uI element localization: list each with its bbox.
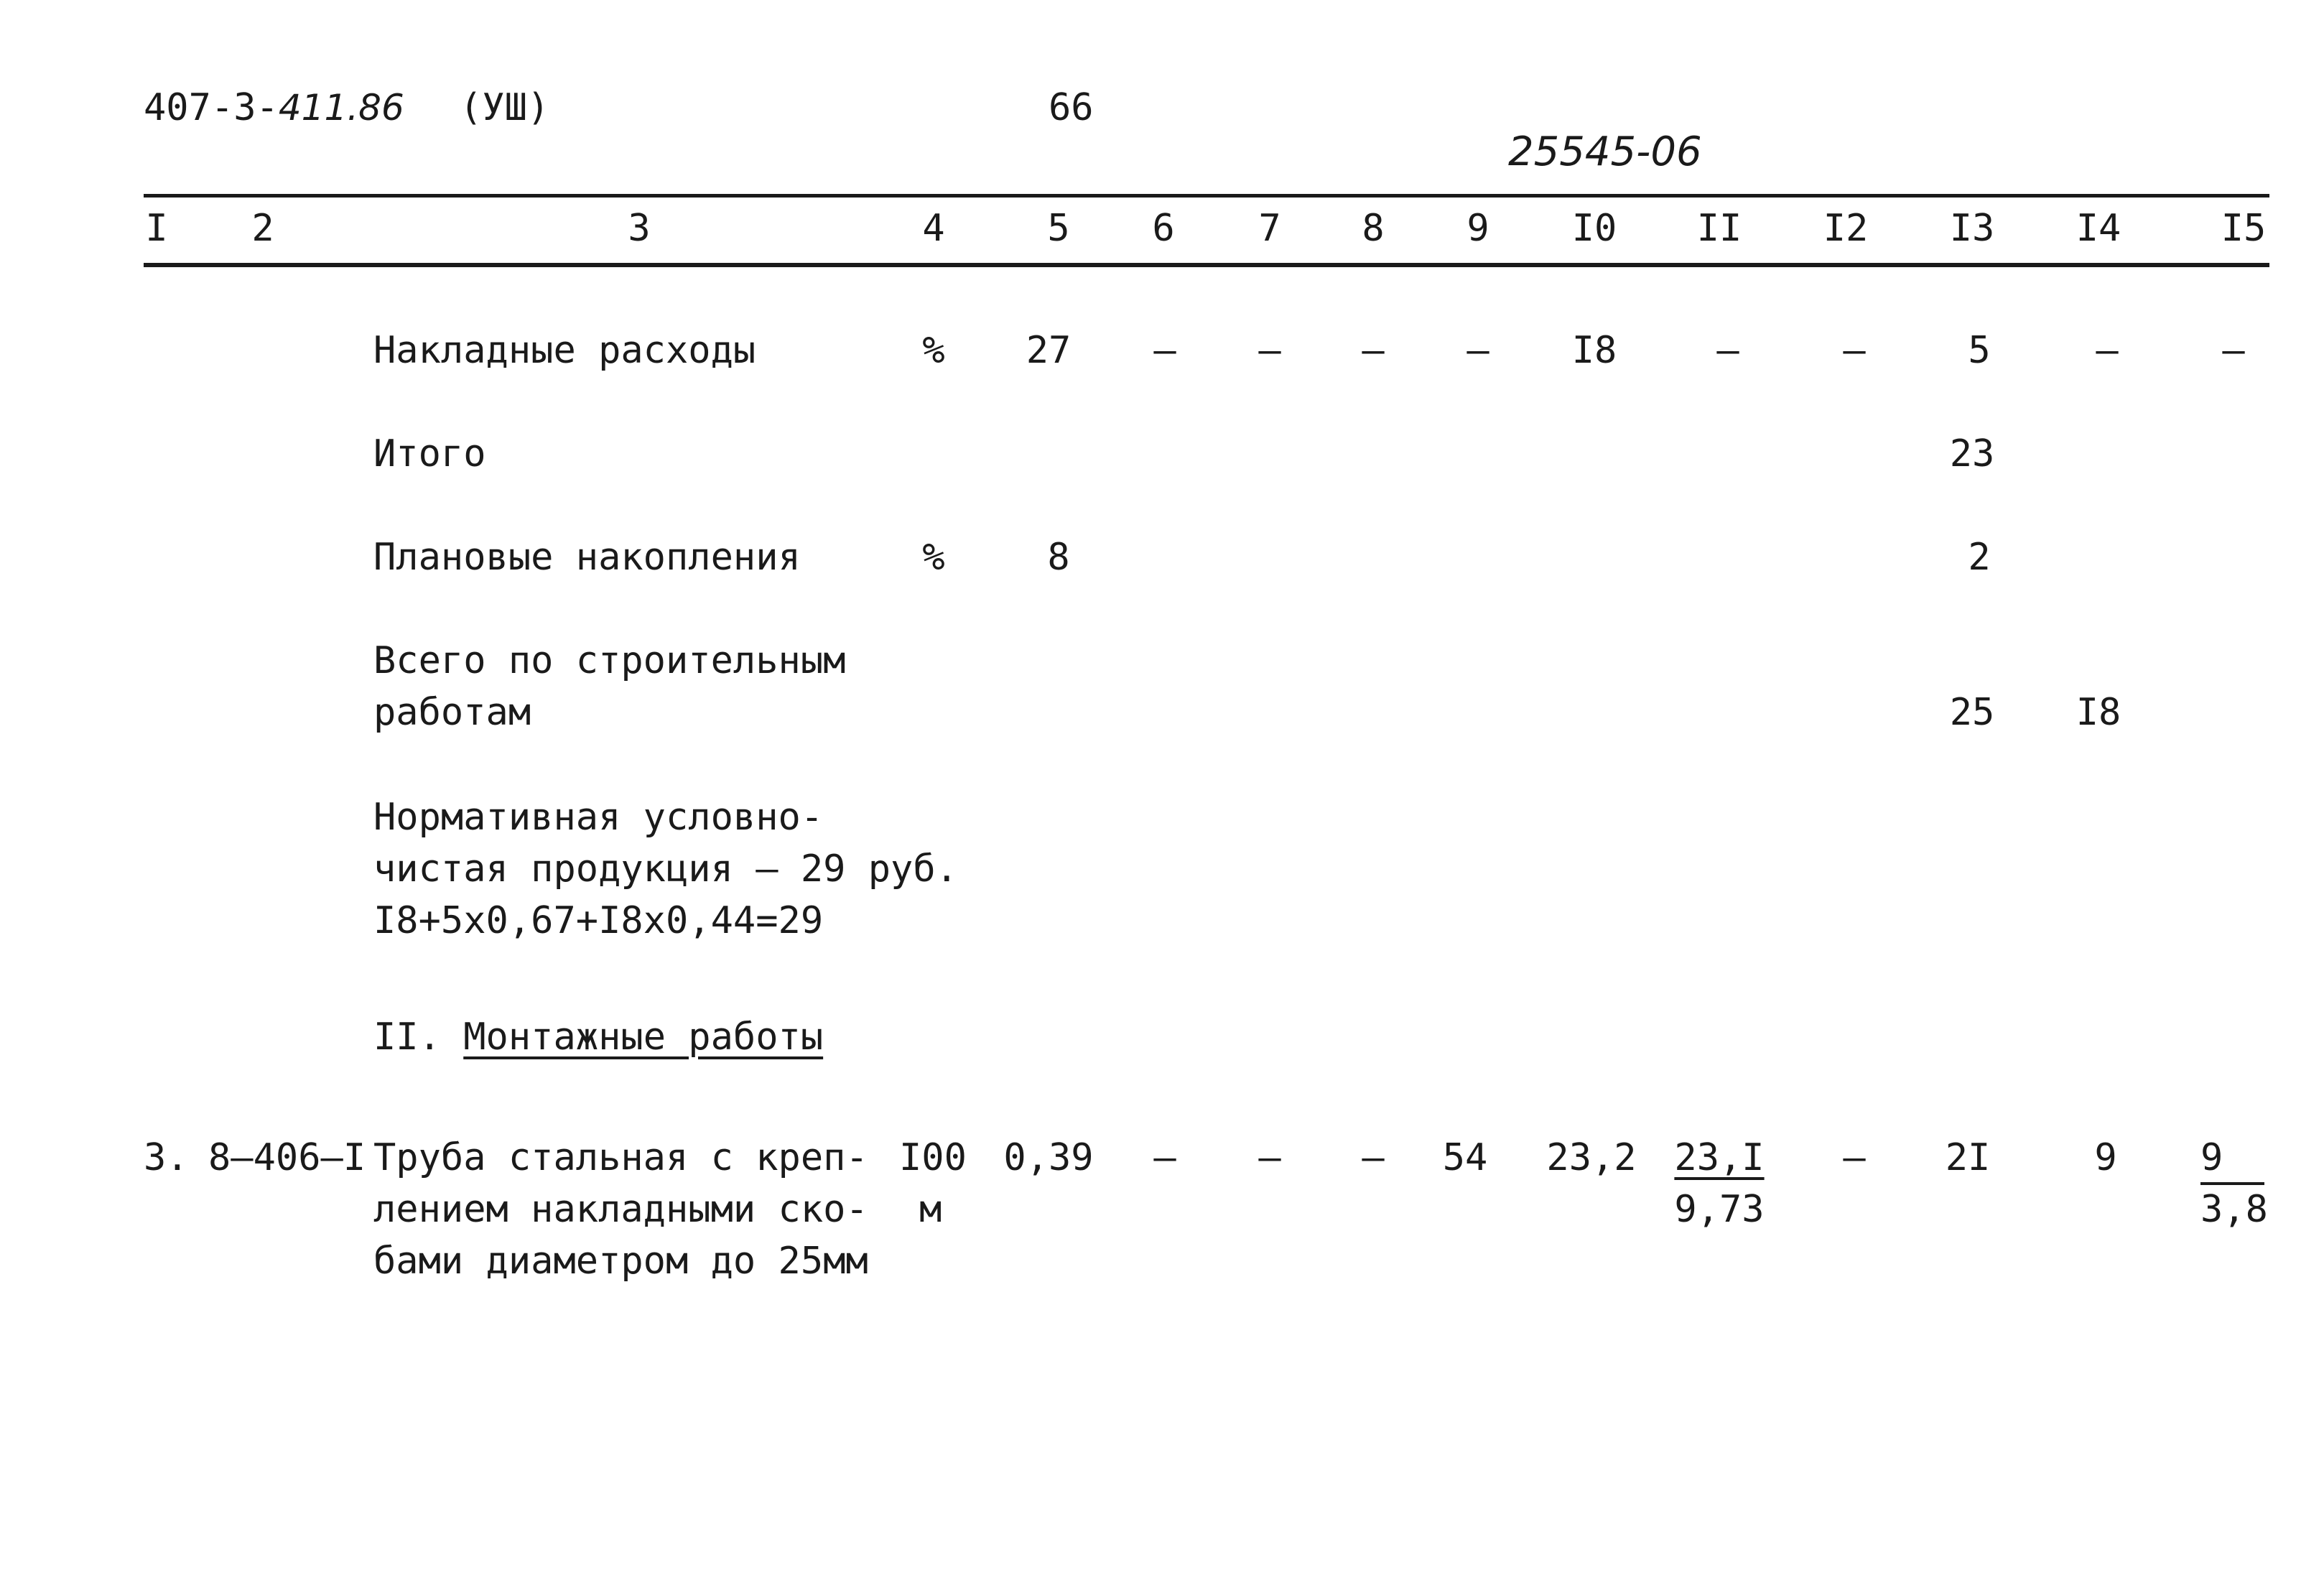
normative-formula: I8+5х0,67+I8х0,44=29	[373, 899, 824, 942]
item-name-line1: Труба стальная с креп-	[373, 1136, 868, 1179]
cell-col5: 27	[1026, 329, 1072, 372]
cell-col13: 2I	[1945, 1136, 1991, 1179]
document-code-printed: 407-3-	[144, 86, 279, 129]
cell-col11: –	[1716, 329, 1739, 372]
row-name-line1: Всего по строительным	[373, 639, 846, 682]
item-name-line3: бами диаметром до 25мм	[373, 1240, 868, 1283]
row-name-line2: работам	[373, 691, 531, 734]
cell-col15-numerator-value: 9	[2200, 1136, 2264, 1185]
cell-col14: –	[2096, 329, 2119, 372]
row-name: Плановые накопления	[373, 536, 801, 579]
column-header-2: 2	[251, 207, 274, 250]
item-code: 8–406–I	[208, 1136, 366, 1179]
column-header-14: I4	[2076, 207, 2121, 250]
section-title: Монтажные работы	[463, 1016, 824, 1059]
row-name: Накладные расходы	[373, 329, 756, 372]
document-code-handwritten: 411.86	[278, 87, 404, 129]
cell-col13: 2	[1968, 536, 1991, 579]
cell-col13: 5	[1968, 329, 1991, 372]
cell-col15: –	[2222, 329, 2245, 372]
column-header-15: I5	[2221, 207, 2267, 250]
cell-col5: 8	[1047, 536, 1070, 579]
cell-col5: 0,39	[1003, 1136, 1094, 1179]
page-number: 66	[1049, 86, 1094, 129]
cell-col7: –	[1258, 329, 1281, 372]
column-header-10: I0	[1571, 207, 1617, 250]
cell-col10: 23,2	[1546, 1136, 1637, 1179]
cell-col12: –	[1843, 1136, 1866, 1179]
document-code	[144, 86, 404, 129]
cell-col7: –	[1258, 1136, 1281, 1179]
cell-col13: 23	[1949, 432, 1995, 475]
unit-cell: %	[922, 536, 945, 579]
item-number: 3.	[144, 1136, 189, 1179]
column-header-9: 9	[1467, 207, 1489, 250]
normative-line1: Нормативная условно-	[373, 796, 824, 839]
cell-col14: I8	[2076, 691, 2121, 734]
unit-cell: %	[922, 329, 945, 372]
section-number: II.	[373, 1016, 441, 1059]
row-name: Итого	[373, 432, 486, 475]
cell-col9: –	[1467, 329, 1489, 372]
column-header-13: I3	[1949, 207, 1995, 250]
cell-col15-denominator: 3,8	[2200, 1188, 2268, 1231]
item-name-line2: лением накладными ско-	[373, 1188, 868, 1231]
cell-col11-denominator: 9,73	[1674, 1188, 1765, 1231]
cell-col9: 54	[1442, 1136, 1488, 1179]
unit-measure: м	[919, 1188, 942, 1231]
column-header-1: I	[145, 207, 168, 250]
unit-quantity: I00	[899, 1136, 967, 1179]
cell-col15-numerator	[2200, 1136, 2264, 1179]
column-header-6: 6	[1152, 207, 1175, 250]
normative-line2: чистая продукция – 29 руб.	[373, 847, 958, 891]
cell-col6: –	[1153, 329, 1176, 372]
cell-col6: –	[1153, 1136, 1176, 1179]
cell-col11-numerator: 23,I	[1674, 1136, 1765, 1179]
header-top-rule	[144, 194, 2269, 198]
cell-col12: –	[1843, 329, 1866, 372]
cell-col10: I8	[1571, 329, 1617, 372]
cell-col8: –	[1362, 329, 1385, 372]
column-header-5: 5	[1047, 207, 1070, 250]
column-header-12: I2	[1823, 207, 1869, 250]
header-bottom-rule	[144, 263, 2269, 267]
column-header-3: 3	[628, 207, 651, 250]
column-header-11: II	[1696, 207, 1742, 250]
cell-col14: 9	[2094, 1136, 2117, 1179]
cell-col13: 25	[1949, 691, 1995, 734]
section-heading	[373, 1016, 824, 1059]
column-header-8: 8	[1362, 207, 1385, 250]
cell-col8: –	[1362, 1136, 1385, 1179]
part-label: (УШ)	[460, 86, 550, 129]
inventory-number: 25545-06	[1508, 129, 1702, 175]
column-header-7: 7	[1258, 207, 1281, 250]
column-header-4: 4	[922, 207, 945, 250]
